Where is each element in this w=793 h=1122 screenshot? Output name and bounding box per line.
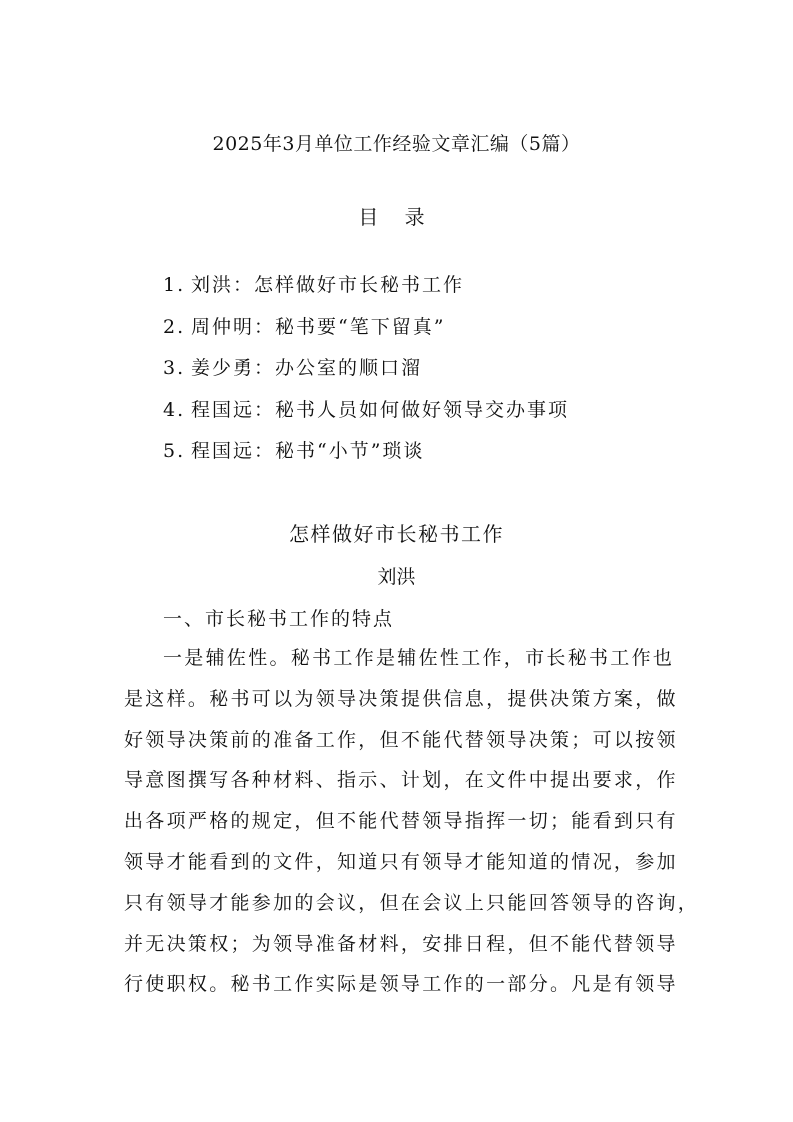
article-title: 怎样做好市长秘书工作 [289,522,504,546]
toc-item-text: 周仲明：秘书要“笔下留真” [191,315,446,338]
article-author: 刘洪 [377,566,416,588]
article-body [124,643,700,1010]
body-line: 领导才能看到的文件，知道只有领导才能知道的情况，参加 [124,850,678,873]
table-of-contents [163,270,569,478]
toc-item-number: 1. [163,274,186,296]
document-title: 2025年3月单位工作经验文章汇编（5篇） [212,133,581,155]
toc-item-text: 程国远：秘书人员如何做好领导交办事项 [191,398,570,421]
body-line: 只有领导才能参加的会议，但在会议上只能回答领导的咨询， [124,891,700,914]
toc-item [163,395,569,437]
body-line: 并无决策权；为领导准备材料，安排日程，但不能代替领导 [124,932,678,955]
body-line: 导意图撰写各种材料、指示、计划，在文件中提出要求，作 [124,769,678,792]
body-line: 出各项严格的规定，但不能代替领导指挥一切；能看到只有 [124,810,678,833]
toc-item [163,353,569,395]
body-line: 好领导决策前的准备工作，但不能代替领导决策；可以按领 [124,728,678,751]
toc-item-number: 4. [163,398,186,421]
toc-item [163,312,569,354]
section-heading: 一、市长秘书工作的特点 [163,608,395,630]
toc-item-text: 刘洪：怎样做好市长秘书工作 [191,274,465,296]
body-line: 行使职权。秘书工作实际是领导工作的一部分。凡是有领导 [124,973,678,996]
toc-heading: 目 录 [358,205,435,229]
body-line: 一是辅佐性。秘书工作是辅佐性工作，市长秘书工作也 [163,647,675,669]
toc-item-number: 2. [163,315,186,338]
toc-item-number: 3. [163,357,186,379]
toc-item [163,436,569,478]
toc-item [163,270,569,312]
body-line: 是这样。秘书可以为领导决策提供信息，提供决策方案，做 [124,687,678,710]
toc-item-text: 程国远：秘书“小节”琐谈 [191,440,425,462]
toc-item-text: 姜少勇：办公室的顺口溜 [191,357,423,379]
toc-item-number: 5. [163,440,186,462]
